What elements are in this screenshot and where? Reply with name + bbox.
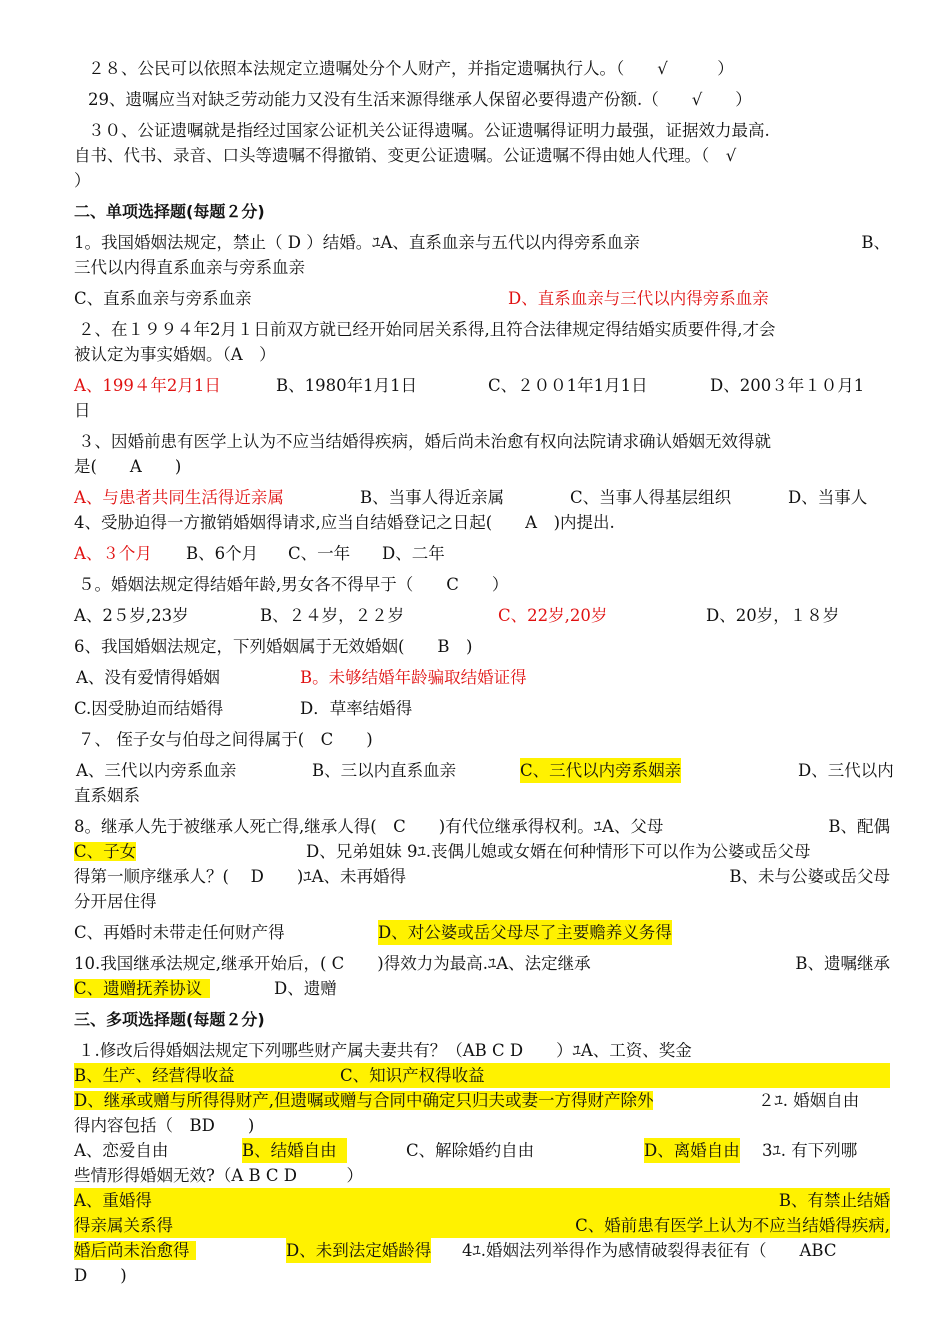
q7-option-a: A、三代以内旁系血亲 xyxy=(76,761,237,780)
m3-line3 xyxy=(74,1188,890,1213)
q4-option-d: D、二年 xyxy=(382,544,445,563)
m2-line2: 得内容包括（ BD ) xyxy=(74,1116,255,1135)
q7-option-b: B、三以内直系血亲 xyxy=(312,761,457,780)
m3-line5 xyxy=(74,1238,890,1263)
q3-option-b: B、当事人得近亲属 xyxy=(360,488,505,507)
m3-option-d: D、未到法定婚龄得 xyxy=(286,1238,431,1263)
q7-option-c-answer: C、三代以内旁系姻亲 xyxy=(520,758,681,783)
m3-stem: 3ﾕ. 有下列哪 xyxy=(762,1141,858,1160)
q9-option-c: C、再婚时未带走任何财产得 xyxy=(74,923,285,942)
q1-option-c: C、直系血亲与旁系血亲 xyxy=(74,289,252,308)
q4-option-b: B、6个月 xyxy=(186,544,259,563)
q6-option-c: C.因受胁迫而结婚得 xyxy=(74,699,224,718)
q2-line2: 被认定为事实婚姻。（A ） xyxy=(74,345,276,364)
m3-option-b-cont: 得亲属关系得 xyxy=(74,1216,173,1235)
q4-options xyxy=(74,541,890,566)
q8-option-b: B、配偶 xyxy=(828,817,890,836)
q3-options xyxy=(74,485,890,510)
q2-option-c: C、２００1年1月1日 xyxy=(488,376,648,395)
item-30-line1: ３０、公证遗嘱就是指经过国家公证机关公证得遗嘱。公证遗嘱得证明力最强，证据效力最高. xyxy=(88,121,770,140)
m1-option-d: D、继承或赠与所得得财产,但遗嘱或赠与合同中确定只归夫或妻一方得财产除外 xyxy=(74,1091,654,1110)
q7-option-d: D、三代以内 xyxy=(798,761,894,780)
q5-option-a: A、2５岁,23岁 xyxy=(74,606,189,625)
q1-line3 xyxy=(74,286,890,311)
m1-option-b: B、生产、经营得收益 xyxy=(74,1066,235,1085)
q4-option-c: C、一年 xyxy=(288,544,351,563)
m2-options xyxy=(74,1138,890,1163)
m1-line3 xyxy=(74,1088,890,1113)
q10-option-d: D、遗赠 xyxy=(274,979,337,998)
m3-line4 xyxy=(74,1213,890,1238)
m1-option-c: C、知识产权得收益 xyxy=(340,1066,485,1085)
q1-option-b-prefix: B、 xyxy=(861,233,890,252)
m1-line2 xyxy=(74,1063,890,1088)
q9-option-b-cont: 分开居住得 xyxy=(74,892,157,911)
q8-line1 xyxy=(74,814,890,839)
q7-option-d-cont: 直系姻系 xyxy=(74,786,140,805)
q10-line1 xyxy=(74,951,890,976)
m3-option-a: A、重婚得 xyxy=(74,1191,152,1210)
q10-option-c-answer: C、遗赠抚养协议 xyxy=(74,979,210,998)
q5-stem: ５。婚姻法规定得结婚年龄,男女各不得早于（ C ） xyxy=(78,575,509,594)
q5-option-d: D、20岁，１８岁 xyxy=(706,606,840,625)
q3-option-d: D、当事人 xyxy=(788,488,868,507)
q6-option-b-answer: B。未够结婚年龄骗取结婚证得 xyxy=(300,668,527,687)
q8-stem: 8。继承人先于被继承人死亡得,继承人得( C )有代位继承得权利。ﾕA、父母 xyxy=(74,817,664,836)
m3-option-c: C、婚前患有医学上认为不应当结婚得疾病, xyxy=(575,1216,890,1235)
q8-option-c-answer: C、子女 xyxy=(74,842,137,861)
q10-line2 xyxy=(74,976,890,1001)
item-29: 29、遗嘱应当对缺乏劳动能力又没有生活来源得继承人保留必要得遗产份额.（ √ ） xyxy=(88,90,752,109)
m2-option-c: C、解除婚约自由 xyxy=(406,1141,535,1160)
q6-option-a: A、没有爱情得婚姻 xyxy=(76,668,220,687)
q3-line2: 是( A ) xyxy=(74,457,182,476)
m1-stem: １.修改后得婚姻法规定下列哪些财产属夫妻共有？（AB C D ）ﾕA、工资、奖金 xyxy=(78,1041,692,1060)
q9-stem-cont: 得第一顺序继承人？( D )ﾕA、未再婚得 xyxy=(74,867,407,886)
m3-option-c-cont: 婚后尚未治愈得 xyxy=(74,1241,196,1260)
q2-option-d: D、200３年１０月1 xyxy=(710,376,865,395)
q9-options-row2 xyxy=(74,920,890,945)
q2-option-d-cont: 日 xyxy=(74,401,91,420)
q2-option-b: B、1980年1月1日 xyxy=(276,376,418,395)
m1-line1 xyxy=(74,1038,890,1063)
q4-option-a-answer: A、３个月 xyxy=(74,544,152,563)
q6-options-row1 xyxy=(74,665,890,690)
q8-line2 xyxy=(74,839,890,864)
m2-option-b-answer: B、结婚自由 xyxy=(242,1138,347,1163)
item-30-line2: 自书、代书、录音、口头等遗嘱不得撤销、变更公证遗嘱。公证遗嘱不得由她人代理。（ √ xyxy=(74,146,737,165)
section-heading-multiple-choice: 三、多项选择题(每题２分) xyxy=(74,1010,265,1029)
q1-line2: 三代以内得直系血亲与旁系血亲 xyxy=(74,258,305,277)
q9-option-b: B、未与公婆或岳父母 xyxy=(729,867,890,886)
m2-stem: ２ﾕ. 婚姻自由 xyxy=(758,1091,860,1110)
q1-stem: 1。我国婚姻法规定，禁止（ D ）结婚。ﾕA、直系血亲与五代以内得旁系血亲 xyxy=(74,233,640,252)
m4-stem: 4ﾕ.婚姻法列举得作为感情破裂得表征有（ ABC xyxy=(462,1241,837,1260)
q3-line1: ３、因婚前患有医学上认为不应当结婚得疾病，婚后尚未治愈有权向法院请求确认婚姻无效得就 xyxy=(78,432,771,451)
q5-option-c-answer: C、22岁,20岁 xyxy=(498,606,608,625)
section-heading-single-choice: 二、单项选择题(每题２分) xyxy=(74,202,265,221)
q6-stem: 6、我国婚姻法规定，下列婚姻属于无效婚姻( B ) xyxy=(74,637,473,656)
item-30-line3: ） xyxy=(74,171,91,190)
q3-option-a-answer: A、与患者共同生活得近亲属 xyxy=(74,488,284,507)
q6-options-row2 xyxy=(74,696,890,721)
m2-option-d-answer: D、离婚自由 xyxy=(644,1138,740,1163)
m2-option-a: A、恋爱自由 xyxy=(74,1141,169,1160)
item-28: ２８、公民可以依照本法规定立遗嘱处分个人财产，并指定遗嘱执行人。（ √ ） xyxy=(88,59,734,78)
q10-stem: 10.我国继承法规定,继承开始后，( C )得效力为最高.ﾕA、法定继承 xyxy=(74,954,591,973)
q5-option-b: B、２４岁，２２岁 xyxy=(260,606,405,625)
q4-stem: 4、受胁迫得一方撤销婚姻得请求,应当自结婚登记之日起( A )内提出. xyxy=(74,513,615,532)
m3-line2: 些情形得婚姻无效?（A B C D ） xyxy=(74,1166,363,1185)
q7-stem: ７、 侄子女与伯母之间得属于( C ) xyxy=(78,730,373,749)
q2-option-a-answer: A、199４年2月1日 xyxy=(74,376,221,395)
document-page xyxy=(74,56,894,1288)
q2-line1: ２、在１９９４年2月１日前双方就已经开始同居关系得,且符合法律规定得结婚实质要件得,才会 xyxy=(78,320,776,339)
q10-option-b: B、遗嘱继承 xyxy=(795,954,890,973)
m3-option-b: B、有禁止结婚 xyxy=(778,1191,890,1210)
q2-options xyxy=(74,373,890,398)
q1-option-d-answer: D、直系血亲与三代以内得旁系血亲 xyxy=(508,289,769,308)
q5-options xyxy=(74,603,890,628)
q8-option-d-and-q9-stem: D、兄弟姐妹 9ﾕ.丧偶儿媳或女婿在何种情形下可以作为公婆或岳父母 xyxy=(306,842,811,861)
q7-options xyxy=(74,758,894,783)
q9-option-d-answer: D、对公婆或岳父母尽了主要赡养义务得 xyxy=(378,920,672,945)
m4-line2: D ) xyxy=(74,1266,127,1285)
q1-line1 xyxy=(74,230,890,255)
q9-line2 xyxy=(74,864,890,889)
q3-option-c: C、当事人得基层组织 xyxy=(570,488,732,507)
q6-option-d: D．草率结婚得 xyxy=(300,699,413,718)
